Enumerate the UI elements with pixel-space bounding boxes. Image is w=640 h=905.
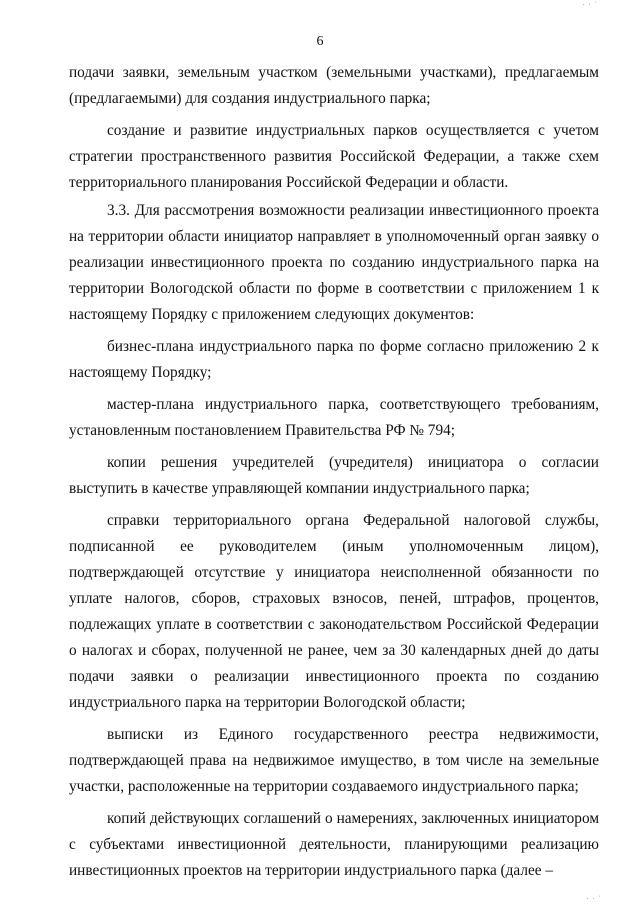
list-item-registry-extract: выписки из Единого государственного реестра недвижимости, подтверждающей права на недвижимое имущество, в том числе на земельные участки, расположенные на территории создаваемого индустриального парка;	[69, 726, 599, 795]
document-body	[69, 60, 599, 884]
list-item-agreements: копий действующих соглашений о намерениях, заключенных инициатором с субъектами инвестиционной деятельности, планирующими реализацию инвестиционных проектов на территории индустриального парка (далее –	[69, 810, 599, 879]
list-item-business-plan: бизнес-плана индустриального парка по форме согласно приложению 2 к настоящему Порядку;	[69, 338, 599, 381]
page-number: 6	[316, 34, 324, 49]
paragraph: создание и развитие индустриальных парков осуществляется с учетом стратегии пространственного развития Российской Федерации, а также схем территориального планирования Российской Федерации и области.	[69, 122, 599, 191]
list-item-tax-certificate: справки территориального органа Федеральной налоговой службы, подписанной ее руководителем (иным уполномоченным лицом), подтверждающей отсутствие у инициатора неисполненной обязанности по уплате налогов, сборов, страховых взносов, пеней, штрафов, процентов, подлежащих уплате в соответствии с законодательством Российской Федерации о налогах и сборах, полученной не ранее, чем за 30 календарных дней до даты подачи заявки о реализации инвестиционного проекта по созданию индустриального парка на территории Вологодской области;	[69, 512, 599, 711]
scan-artifact-top: ∙ ∙ ˙	[582, 0, 598, 9]
list-item-master-plan: мастер-плана индустриального парка, соответствующего требованиям, установленным постановлением Правительства РФ № 794;	[69, 396, 599, 439]
paragraph-continuation: подачи заявки, земельным участком (земельными участками), предлагаемым (предлагаемыми) для создания индустриального парка;	[69, 64, 599, 107]
scan-artifact-bottom: ∙ ∙ ˙	[586, 894, 602, 903]
paragraph-section-3-3: 3.3. Для рассмотрения возможности реализации инвестиционного проекта на территории области инициатор направляет в уполномоченный орган заявку о реализации инвестиционного проекта по созданию индустриального парка на территории Вологодской области по форме в соответствии с приложением 1 к настоящему Порядку с приложением следующих документов:	[69, 202, 599, 323]
list-item-founders-decision: копии решения учредителей (учредителя) инициатора о согласии выступить в качестве управляющей компании индустриального парка;	[69, 454, 599, 497]
